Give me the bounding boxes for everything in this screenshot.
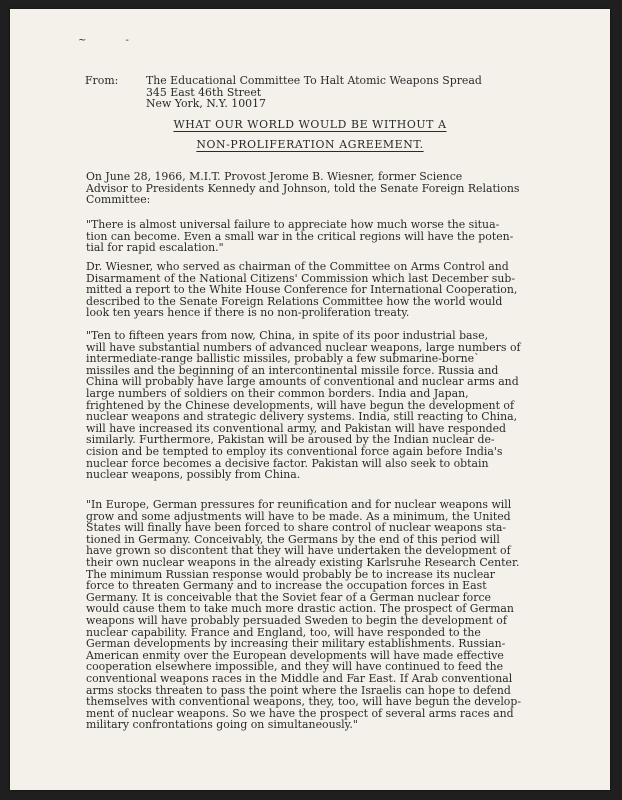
text-line: cision and be tempted to employ its conventional force again before India's (86, 444, 503, 458)
text-line: themselves with conventional weapons, they, too, will have begun the develop- (86, 695, 522, 709)
paragraph-wiesner (86, 261, 556, 319)
from-label: From: (85, 74, 119, 87)
title-line-1: WHAT OUR WORLD WOULD BE WITHOUT A (173, 118, 447, 131)
text-line: The minimum Russian response would probably be to increase its nuclear (86, 567, 495, 581)
paragraph-quote-3 (86, 499, 556, 731)
text-line: Advisor to Presidents Kennedy and Johnson, told the Senate Foreign Relations (86, 181, 520, 195)
sender-line: The Educational Committee To Halt Atomic Weapons Spread (146, 74, 482, 87)
paragraph-quote-2 (86, 330, 556, 481)
text-line: force to threaten Germany and to increase the occupation forces in East (86, 579, 487, 593)
text-line: arms stocks threaten to pass the point where the Israelis can hope to defend (86, 683, 511, 697)
text-line: have grown so discontent that they will have undertaken the development of (86, 544, 511, 558)
text-line: large numbers of soldiers on their common borders. India and Japan, (86, 386, 469, 400)
text-line: frightened by the Chinese developments, will have begun the development of (86, 398, 514, 412)
paragraph-quote-1 (86, 219, 556, 254)
text-line: will have substantial numbers of advanced nuclear weapons, large numbers of (86, 340, 521, 354)
title-line-2: NON-PROLIFERATION AGREEMENT. (196, 138, 424, 151)
text-line: Committee: (86, 193, 151, 207)
text-line: "Ten to fifteen years from now, China, in spite of its poor industrial base, (86, 329, 489, 342)
sender-line: 345 East 46th Street (146, 85, 262, 99)
text-line: nuclear force becomes a decisive factor. Pakistan will also seek to obtain (86, 456, 489, 470)
document-page (10, 9, 610, 790)
text-line: tioned in Germany. Conceivably, the Germans by the end of this period will (86, 532, 500, 546)
text-line: States will finally have been forced to share control of nuclear weapons sta- (86, 521, 507, 535)
text-line: German developments by increasing their military establishments. Russian- (86, 637, 506, 651)
text-line: Germany. It is conceivable that the Soviet fear of a German nuclear force (86, 590, 491, 604)
text-line: will have increased its conventional army, and Pakistan will have responded (86, 421, 506, 435)
text-line: ment of nuclear weapons. So we have the prospect of several arms races and (86, 706, 514, 720)
text-line: intermediate-range ballistic missiles, probably a few submarine-borne` (86, 352, 480, 366)
text-line: weapons will have probably persuaded Sweden to begin the development of (86, 613, 507, 627)
sender-line: New York, N.Y. 10017 (146, 97, 266, 111)
text-line: tial for rapid escalation." (86, 241, 224, 255)
paragraph-intro (86, 171, 556, 206)
text-line: tion can become. Even a small war in the critical regions will have the poten- (86, 229, 514, 243)
header-marks: ~ - (78, 35, 147, 46)
text-line: Disarmament of the National Citizens' Commission which last December sub- (86, 271, 516, 285)
sender-address (146, 75, 482, 110)
text-line: "In Europe, German pressures for reunification and for nuclear weapons will (86, 498, 512, 511)
text-line: cooperation elsewhere impossible, and they will have continued to feed the (86, 660, 504, 674)
text-line: their own nuclear weapons in the already existing Karlsruhe Research Center. (86, 555, 520, 569)
text-line: "There is almost universal failure to appreciate how much worse the situa- (86, 218, 500, 231)
text-line: grow and some adjustments will have to be made. As a minimum, the United (86, 509, 511, 523)
text-line: conventional weapons races in the Middle and Far East. If Arab conventional (86, 671, 513, 685)
text-line: described to the Senate Foreign Relations Committee how the world would (86, 294, 503, 308)
text-line: look ten years hence if there is no non-proliferation treaty. (86, 306, 410, 320)
text-line: American enmity over the European developments will have made effective (86, 648, 504, 662)
text-line: Dr. Wiesner, who served as chairman of the Committee on Arms Control and (86, 260, 509, 273)
text-line: mitted a report to the White House Conference for International Cooperation, (86, 283, 518, 297)
text-line: On June 28, 1966, M.I.T. Provost Jerome B. Wiesner, former Science (86, 170, 463, 183)
text-line: missiles and the beginning of an intercontinental missile force. Russia and (86, 363, 499, 377)
text-line: would cause them to take much more drastic action. The prospect of German (86, 602, 514, 616)
text-line: nuclear weapons and strategic delivery systems. India, still reacting to China, (86, 410, 518, 424)
text-line: China will probably have large amounts of conventional and nuclear arms and (86, 375, 519, 389)
document-title (10, 119, 610, 159)
text-line: military confrontations going on simultaneously." (86, 718, 358, 732)
text-line: nuclear capability. France and England, too, will have responded to the (86, 625, 481, 639)
text-line: similarly. Furthermore, Pakistan will be aroused by the Indian nuclear de- (86, 433, 495, 447)
text-line: nuclear weapons, possibly from China. (86, 468, 301, 482)
